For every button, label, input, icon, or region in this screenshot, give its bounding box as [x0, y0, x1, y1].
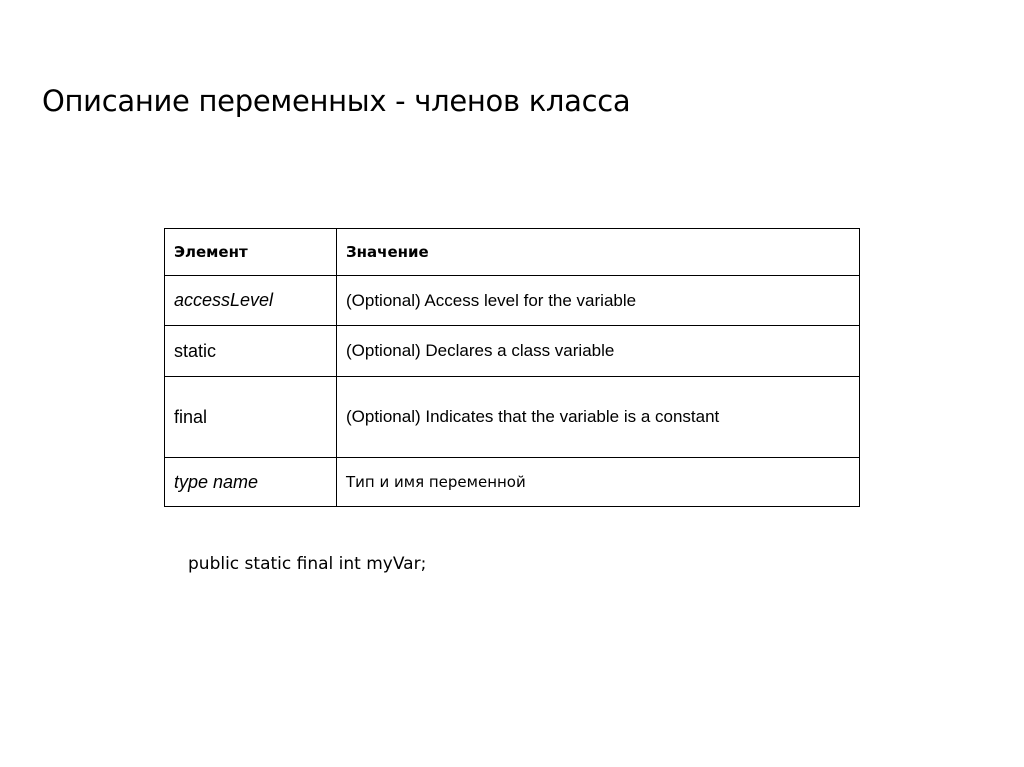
table-row: [165, 276, 860, 326]
table-row: [165, 377, 860, 458]
cell-element: final: [165, 377, 337, 458]
table-header-row: [165, 229, 860, 276]
table-row: [165, 326, 860, 377]
cell-meaning: (Optional) Access level for the variable: [337, 276, 860, 326]
cell-meaning: (Optional) Indicates that the variable is a constant: [337, 377, 860, 458]
code-example: public static final int myVar;: [188, 554, 427, 574]
cell-meaning: (Optional) Declares a class variable: [337, 326, 860, 377]
column-header-element: Элемент: [165, 229, 337, 276]
cell-meaning: Тип и имя переменной: [337, 458, 860, 507]
cell-element: static: [165, 326, 337, 377]
column-header-meaning: Значение: [337, 229, 860, 276]
table-row: [165, 458, 860, 507]
slide-title: Описание переменных - членов класса: [42, 84, 631, 118]
cell-element: accessLevel: [165, 276, 337, 326]
variable-members-table: [164, 228, 860, 507]
cell-element: type name: [165, 458, 337, 507]
